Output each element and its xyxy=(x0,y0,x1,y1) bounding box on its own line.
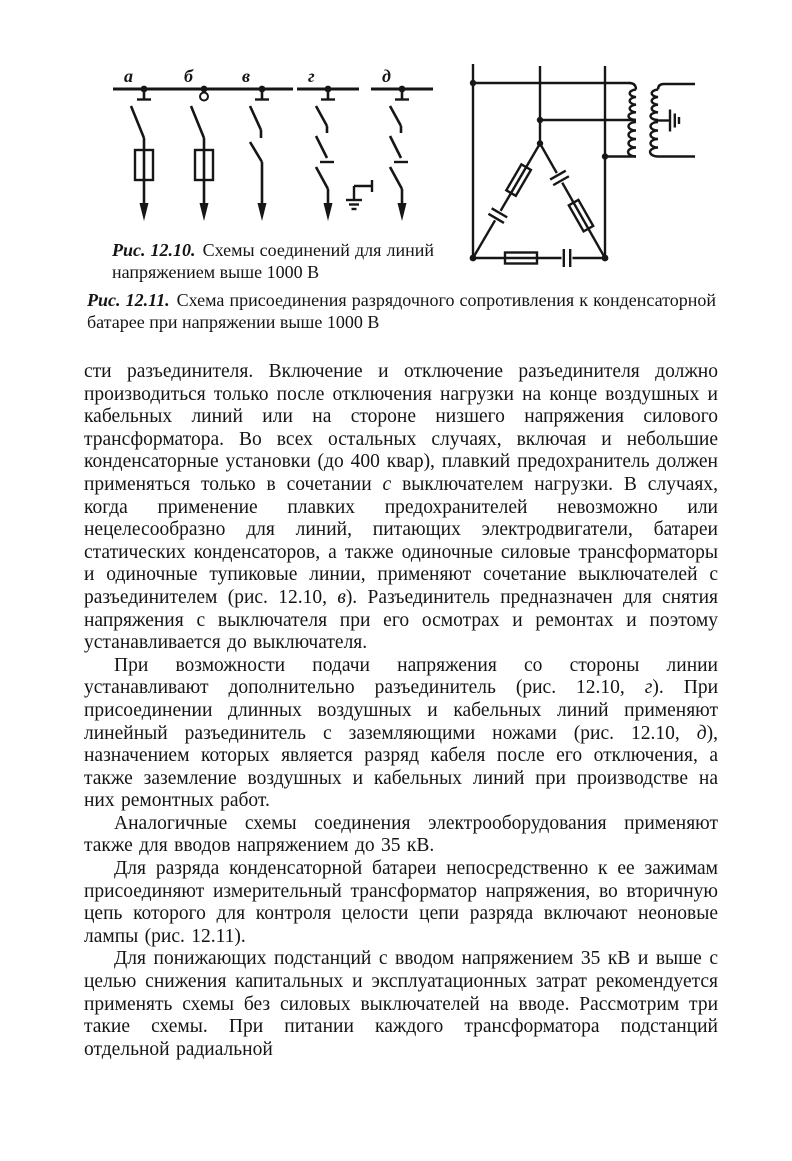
figure-12-11-schematic xyxy=(443,56,773,268)
figure-12-10-caption xyxy=(112,239,434,283)
figure-12-10-caption-number: Рис. 12.10. xyxy=(112,240,196,260)
earth-symbol xyxy=(658,110,679,132)
capacitor-delta xyxy=(470,140,609,268)
disconnector-blade xyxy=(316,106,327,126)
figure-12-11-caption-text: Схема присоединения разрядочного сопротивления к конденсаторной батарее при напряжении выше 1000 В xyxy=(87,290,716,332)
text-segment: ), назначением которых является разряд кабеля после его отключения, а также заземление воздушных и кабельных линий при производстве на них ремонтных работ. xyxy=(84,722,718,812)
arrow-head xyxy=(258,203,267,221)
italic-text-segment: в xyxy=(337,586,346,608)
primary-winding xyxy=(628,122,636,157)
switch-blade xyxy=(250,142,262,162)
capacitor-symbol xyxy=(486,206,509,226)
secondary-winding xyxy=(651,90,659,121)
paragraph xyxy=(84,361,718,655)
ground-symbol xyxy=(346,180,372,209)
scheme-label-a: а xyxy=(124,66,133,86)
secondary-lead-top xyxy=(658,84,695,90)
line-disconnector-blade xyxy=(316,167,328,189)
figure-12-10-caption-text: Схемы соединений для линий напряжением выше 1000 В xyxy=(112,240,434,282)
scheme-a xyxy=(113,86,175,221)
line-disconnector-blade xyxy=(390,167,402,189)
junction-dot xyxy=(470,255,477,262)
arrow-head xyxy=(140,203,149,221)
scheme-label-g: г xyxy=(308,66,315,86)
scheme-d xyxy=(346,86,433,221)
figure-12-10-schematic xyxy=(102,60,442,226)
junction-dot xyxy=(537,140,543,146)
text-segment: Для понижающих подстанций с вводом напряжением 35 кВ и выше с целью снижения капитальных и эксплуатационных затрат рекомендуется применять схемы без силовых выключателей на вводе. Рассмотрим три такие схемы. При питании каждого трансформатора подстанций отдельной радиальной xyxy=(84,948,718,1060)
disconnector-blade xyxy=(250,106,261,130)
scheme-v xyxy=(231,86,293,221)
switch-blade xyxy=(316,136,327,158)
capacitor-symbol xyxy=(548,168,571,187)
scheme-label-d: д xyxy=(382,66,391,86)
italic-text-segment: д xyxy=(696,722,707,744)
junction-dot xyxy=(602,255,609,262)
paragraph xyxy=(84,813,718,858)
scheme-b xyxy=(173,86,235,221)
arrow-head xyxy=(200,203,209,221)
switch-blade xyxy=(390,136,401,158)
primary-winding xyxy=(629,90,637,121)
scheme-label-b: б xyxy=(184,66,193,86)
text-segment: выключателем нагрузки. В случаях, когда применение плавких предохранителей невозможно или нецелесообразно для линий, питающих электродвигатели, батареи статических конденсаторов, а также одиночные силовые трансформаторы и одиночные тупиковые линии, применяют сочетание выключателей с разъединителем (рис. 12.10, xyxy=(84,473,718,608)
secondary-winding xyxy=(650,122,658,157)
figure-12-11-caption xyxy=(87,289,716,333)
body-text xyxy=(84,361,718,1061)
delta-side-right xyxy=(540,144,605,259)
text-segment: Аналогичные схемы соединения электрооборудования применяют также для вводов напряжением до 35 кВ. xyxy=(84,812,718,857)
disconnector-blade xyxy=(191,106,204,138)
text-segment: ). Разъединитель предназначен для снятия напряжения с выключателя при его осмотрах и ремонтах и поэтому устанавливается до выключателя. xyxy=(84,586,718,654)
italic-text-segment: г xyxy=(644,677,653,699)
disconnector-blade xyxy=(390,106,401,126)
text-segment: При возможности подачи напряжения со стороны линии устанавливают дополнительно разъединитель (рис. 12.10, xyxy=(84,654,718,699)
italic-text-segment: с xyxy=(382,473,392,495)
junction-dot xyxy=(602,153,608,159)
arrow-head xyxy=(398,203,407,221)
figure-12-11-caption-number: Рис. 12.11. xyxy=(87,290,170,310)
scheme-label-v: в xyxy=(242,66,251,86)
paragraph xyxy=(84,858,718,948)
junction-dot xyxy=(537,117,543,123)
delta-side-left xyxy=(473,144,540,259)
arrow-head xyxy=(324,203,333,221)
text-segment: ). При присоединении длинных воздушных и кабельных линий применяют линейный разъединитель с заземляющими ножами (рис. 12.10, xyxy=(84,677,719,744)
text-segment: Для разряда конденсаторной батареи непосредственно к ее зажимам присоединяют измерительный трансформатор напряжения, во вторичную цепь которого для контроля целости цепи разряда включают неоновые лампы (рис. 12.11). xyxy=(84,858,718,947)
junction-dot xyxy=(201,86,208,93)
contact-circle xyxy=(200,93,208,101)
junction-dot xyxy=(470,80,476,86)
capacitor-symbol xyxy=(562,248,573,268)
paragraph xyxy=(84,655,718,813)
phase-lines xyxy=(470,64,636,258)
disconnector-blade xyxy=(131,106,144,138)
text-segment: сти разъединителя. Включение и отключение разъединителя должно производиться только после отключения нагрузки на конце воздушных и кабельных линий или на стороне низшего напряжения силового трансформатора. Во всех остальных случаях, включая и небольшие конденсаторные установки (до 400 квар), плавкий предохранитель должен применяться только в сочетании xyxy=(84,361,718,495)
paragraph xyxy=(84,948,718,1061)
voltage-transformer xyxy=(628,84,695,157)
